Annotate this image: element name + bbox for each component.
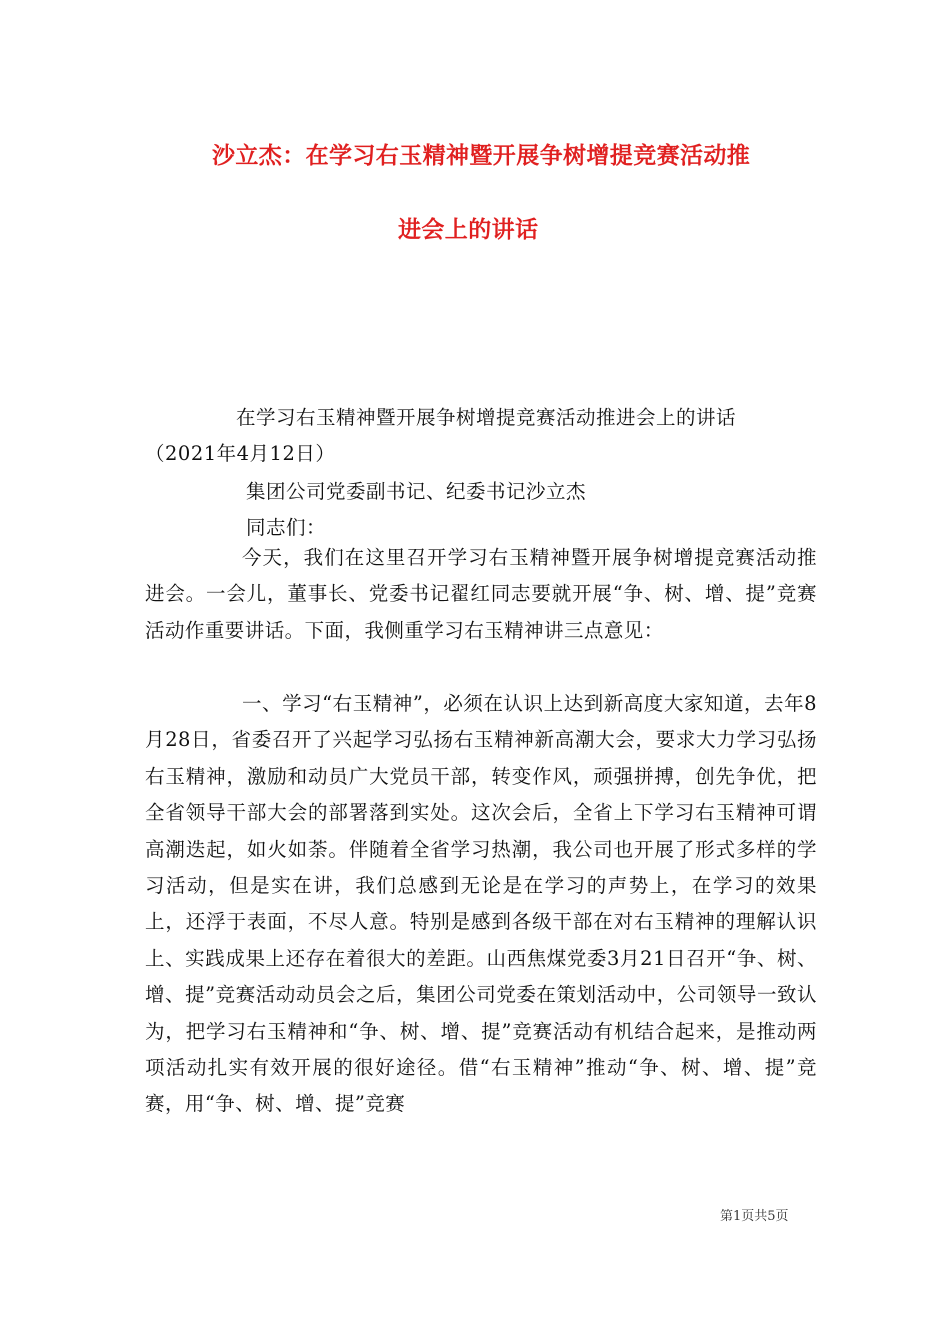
page-number: 第1页共5页 <box>720 1209 789 1224</box>
document-title-line1: 沙立杰：在学习右玉精神暨开展争树增提竞赛活动推 <box>212 143 751 169</box>
speech-subtitle: 在学习右玉精神暨开展争树增提竞赛活动推进会上的讲话 <box>236 406 737 429</box>
speech-date: （2021年4月12日） <box>145 442 336 465</box>
document-title-line2: 进会上的讲话 <box>398 217 539 243</box>
paragraph-intro: 今天，我们在这里召开学习右玉精神暨开展争树增提竞赛活动推进会。一会儿，董事长、党委书记翟红同志要就开展“争、树、增、提”竞赛活动作重要讲话。下面，我侧重学习右玉精神讲三点意见： <box>145 546 817 642</box>
speech-author: 集团公司党委副书记、纪委书记沙立杰 <box>246 480 587 503</box>
salutation: 同志们： <box>246 516 327 539</box>
paragraph-section-one: 一、学习“右玉精神”，必须在认识上达到新高度大家知道，去年8月28日，省委召开了兴起学习弘扬右玉精神新高潮大会，要求大力学习弘扬右玉精神，激励和动员广大党员干部，转变作风，顽强拼搏，创先争优，把全省领导干部大会的部署落到实处。这次会后，全省上下学习右玉精神可谓高潮迭起，如火如荼。伴随着全省学习热潮，我公司也开展了形式多样的学习活动，但是实在讲，我们总感到无论是在学习的声势上，在学习的效果上，还浮于表面，不尽人意。特别是感到各级干部在对右玉精神的理解认识上、实践成果上还存在着很大的差距。山西焦煤党委3月21日召开“争、树、增、提”竞赛活动动员会之后，集团公司党委在策划活动中，公司领导一致认为，把学习右玉精神和“争、树、增、提”竞赛活动有机结合起来，是推动两项活动扎实有效开展的很好途径。借“右玉精神”推动“争、树、增、提”竞赛，用“争、树、增、提”竞赛 <box>145 692 817 1116</box>
